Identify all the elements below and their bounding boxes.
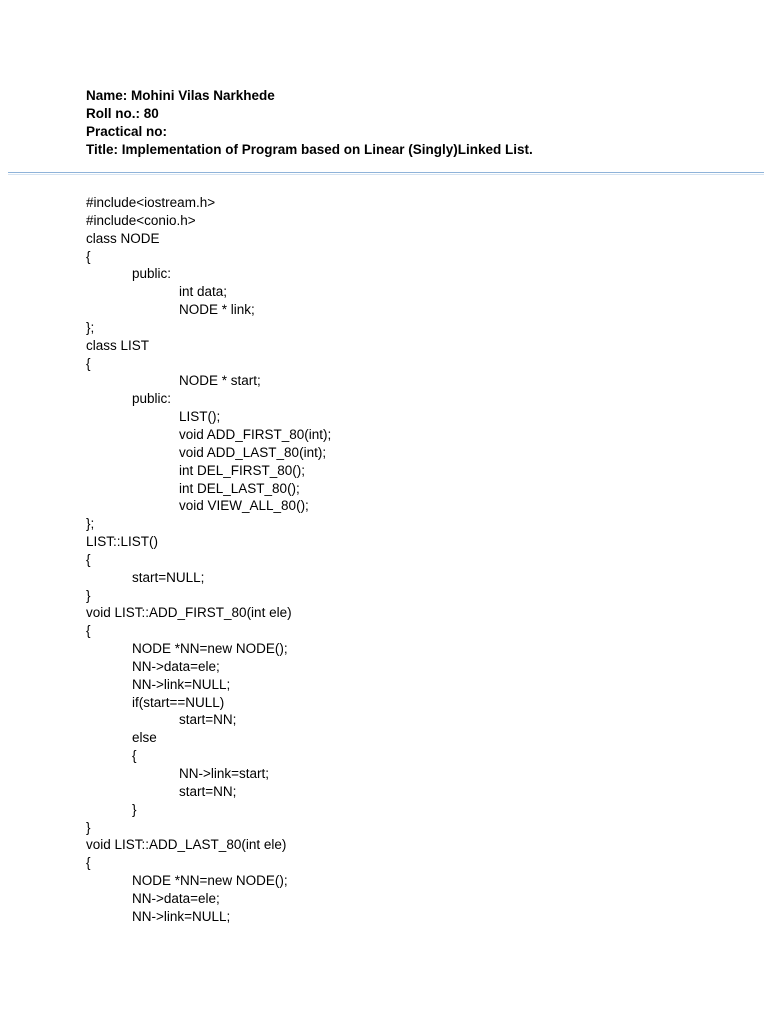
code-line: { bbox=[86, 855, 91, 871]
code-line: { bbox=[86, 248, 91, 264]
code-line: NODE *NN=new NODE(); bbox=[132, 641, 288, 657]
code-line: NN->link=NULL; bbox=[132, 908, 231, 924]
code-line: else bbox=[132, 730, 157, 746]
code-line: } bbox=[86, 819, 91, 835]
practical-title: Title: Implementation of Program based on Linear (Singly)Linked List. bbox=[86, 142, 533, 157]
code-line: int DEL_FIRST_80(); bbox=[179, 462, 306, 478]
student-name: Name: Mohini Vilas Narkhede bbox=[86, 88, 275, 103]
code-line: { bbox=[86, 551, 91, 567]
code-line: { bbox=[86, 355, 91, 371]
code-line: void VIEW_ALL_80(); bbox=[179, 498, 309, 514]
code-line: start=NN; bbox=[179, 712, 237, 728]
code-line: }; bbox=[86, 319, 95, 335]
code-line: if(start==NULL) bbox=[132, 694, 225, 710]
code-line: void LIST::ADD_LAST_80(int ele) bbox=[86, 837, 287, 853]
code-line: NN->data=ele; bbox=[132, 658, 220, 674]
code-line: #include<iostream.h> bbox=[86, 195, 216, 210]
code-line: public: bbox=[132, 266, 172, 282]
code-line: int DEL_LAST_80(); bbox=[179, 480, 300, 496]
code-line: start=NULL; bbox=[132, 569, 205, 585]
header-divider-shadow bbox=[8, 174, 764, 175]
code-line: class NODE bbox=[86, 230, 160, 246]
code-line: void LIST::ADD_FIRST_80(int ele) bbox=[86, 605, 292, 621]
practical-number: Practical no: bbox=[86, 124, 168, 139]
code-line: NODE * start; bbox=[179, 373, 261, 389]
code-line: public: bbox=[132, 391, 172, 407]
code-line: }; bbox=[86, 516, 95, 532]
code-line: { bbox=[86, 623, 91, 639]
code-line: NN->link=start; bbox=[179, 766, 270, 781]
code-line: LIST::LIST() bbox=[86, 534, 159, 550]
code-line: NODE * link; bbox=[179, 302, 255, 318]
code-line: } bbox=[132, 801, 137, 817]
roll-number: Roll no.: 80 bbox=[86, 106, 159, 121]
code-line: NN->link=NULL; bbox=[132, 676, 231, 692]
code-line: } bbox=[86, 587, 91, 603]
code-line: { bbox=[132, 748, 137, 764]
header-divider bbox=[8, 172, 764, 173]
code-line: void ADD_LAST_80(int); bbox=[179, 444, 327, 460]
document-header bbox=[86, 87, 533, 159]
code-listing bbox=[86, 194, 331, 926]
code-line: NN->data=ele; bbox=[132, 890, 220, 906]
code-line: NODE *NN=new NODE(); bbox=[132, 873, 288, 889]
code-line: LIST(); bbox=[179, 409, 221, 425]
code-line: void ADD_FIRST_80(int); bbox=[179, 426, 332, 442]
code-line: start=NN; bbox=[179, 783, 237, 799]
code-line: class LIST bbox=[86, 337, 150, 353]
code-line: #include<conio.h> bbox=[86, 212, 196, 228]
code-line: int data; bbox=[179, 284, 228, 300]
